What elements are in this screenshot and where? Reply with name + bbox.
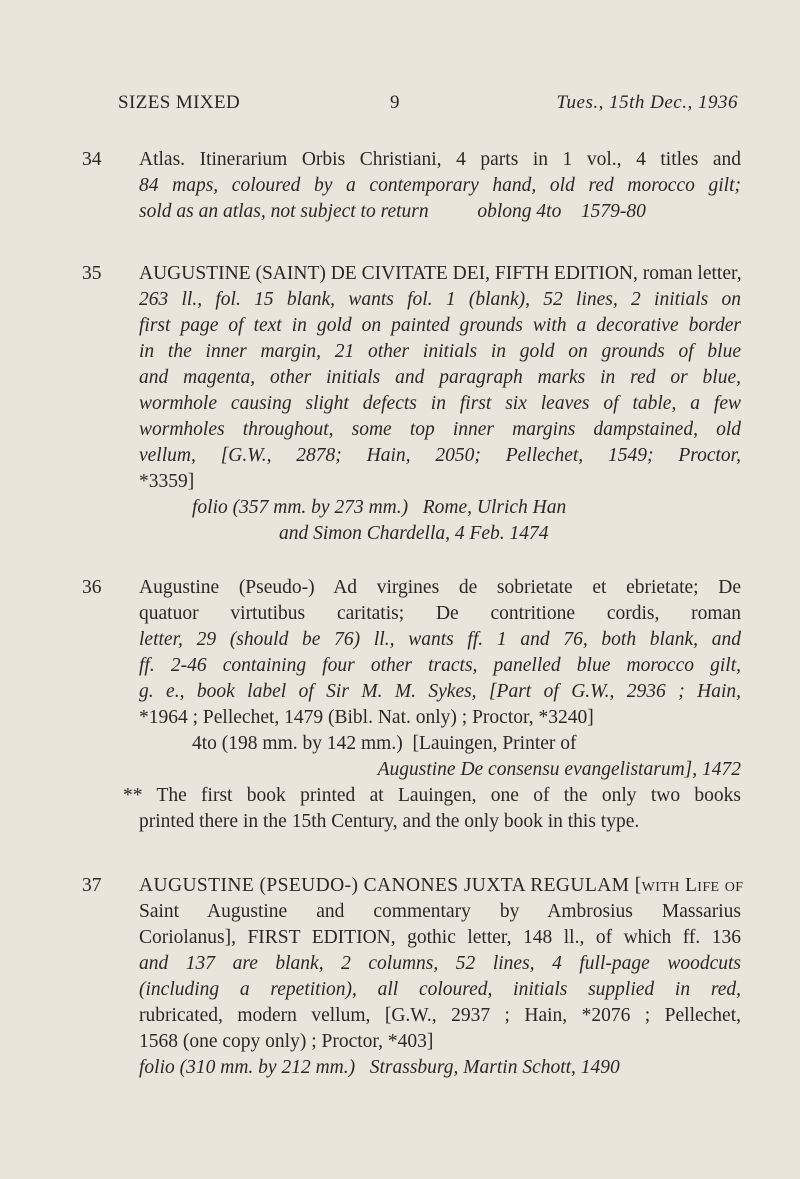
lot-line: and Simon Chardella, 4 Feb. 1474 (279, 523, 549, 544)
sale-date: Tues., 15th Dec., 1936 (556, 92, 738, 113)
lot-line: in the inner margin, 21 other initials in gold on grounds of blue (139, 341, 741, 362)
lot-line: (including a repetition), all coloured, initials supplied in red, (139, 979, 741, 1000)
lot-line: 84 maps, coloured by a contemporary hand, old red morocco gilt; (139, 175, 741, 196)
lot-description (123, 575, 741, 835)
lot-line: sold as an atlas, not subject to return oblong 4to 1579-80 (139, 201, 646, 222)
lot-line: folio (357 mm. by 273 mm.) Rome, Ulrich Han (192, 497, 567, 518)
lot-number: 36 (82, 577, 102, 598)
lot-description (139, 873, 744, 1081)
lot-number: 35 (82, 263, 102, 284)
lot-line: and 137 are blank, 2 columns, 52 lines, 4 full-page woodcuts (139, 953, 741, 974)
lot-line: Coriolanus], FIRST EDITION, gothic letter, 148 ll., of which ff. 136 (139, 927, 741, 948)
page-header (118, 92, 738, 122)
lot-line: letter, 29 (should be 76) ll., wants ff. 1 and 76, both blank, and (139, 629, 741, 650)
lot-line: ff. 2-46 containing four other tracts, panelled blue morocco gilt, (139, 655, 741, 676)
lot-line: first page of text in gold on painted grounds with a decorative border (139, 315, 741, 336)
lot-number: 37 (82, 875, 102, 896)
lot-line: Saint Augustine and commentary by Ambrosius Massarius (139, 901, 741, 922)
lot-line: rubricated, modern vellum, [G.W., 2937 ; Hain, *2076 ; Pellechet, (139, 1005, 741, 1026)
lot-line: 4to (198 mm. by 142 mm.) [Lauingen, Printer of (192, 733, 577, 754)
lot-line: vellum, [G.W., 2878; Hain, 2050; Pellechet, 1549; Proctor, (139, 445, 741, 466)
lot-line: and magenta, other initials and paragraph marks in red or blue, (139, 367, 741, 388)
lot-number: 34 (82, 149, 102, 170)
lot-description (139, 147, 741, 225)
lot-line: Atlas. Itinerarium Orbis Christiani, 4 parts in 1 vol., 4 titles and (139, 149, 741, 170)
lot-line: *1964 ; Pellechet, 1479 (Bibl. Nat. only) ; Proctor, *3240] (139, 707, 594, 728)
lot-line: AUGUSTINE (SAINT) DE CIVITATE DEI, FIFTH EDITION, roman letter, (139, 263, 742, 284)
lot-line: AUGUSTINE (PSEUDO-) CANONES JUXTA REGULAM [with Life of (139, 875, 744, 896)
lot-line: Augustine (Pseudo-) Ad virgines de sobrietate et ebrietate; De (139, 577, 741, 598)
lot-line: folio (310 mm. by 212 mm.) Strassburg, Martin Schott, 1490 (139, 1057, 620, 1078)
lot-line: wormhole causing slight defects in first six leaves of table, a few (139, 393, 741, 414)
lot-note: printed there in the 15th Century, and the only book in this type. (139, 811, 640, 832)
lot-line: 1568 (one copy only) ; Proctor, *403] (139, 1031, 434, 1052)
lot-line: Augustine De consensu evangelistarum], 1472 (377, 759, 741, 780)
page-number: 9 (390, 92, 400, 113)
lot-line: quatuor virtutibus caritatis; De contritione cordis, roman (139, 603, 741, 624)
section-title: SIZES MIXED (118, 92, 241, 113)
lot-description (139, 261, 741, 547)
lot-line: *3359] (139, 471, 195, 492)
lot-note: ** The first book printed at Lauingen, one of the only two books (123, 785, 741, 806)
lot-line: wormholes throughout, some top inner margins dampstained, old (139, 419, 741, 440)
lot-line: 263 ll., fol. 15 blank, wants fol. 1 (blank), 52 lines, 2 initials on (139, 289, 741, 310)
lot-line: g. e., book label of Sir M. M. Sykes, [Part of G.W., 2936 ; Hain, (139, 681, 741, 702)
